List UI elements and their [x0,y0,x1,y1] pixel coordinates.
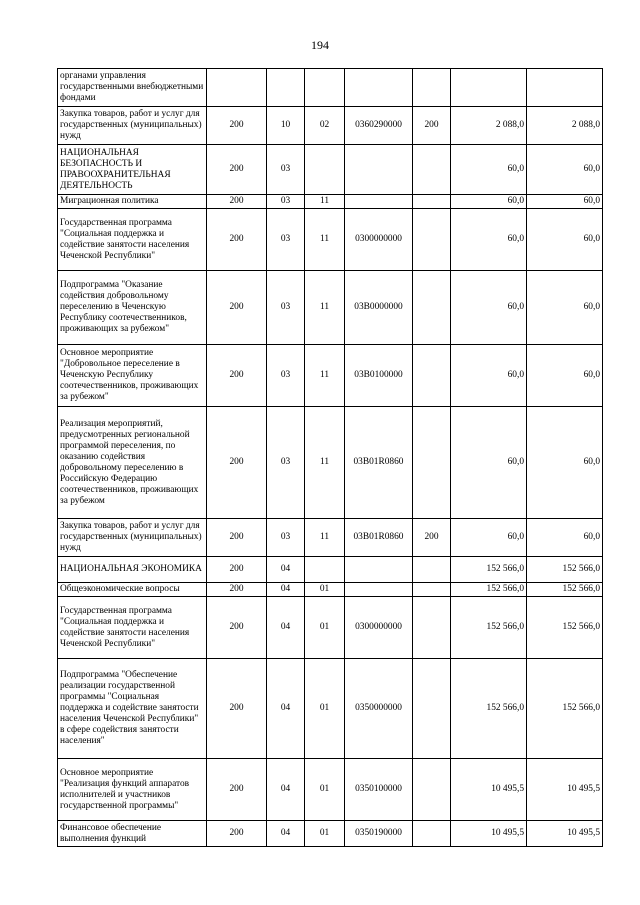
cell-subsection [305,145,345,195]
cell-sum-1 [451,69,527,107]
table-row [58,345,603,407]
row-name: Основное мероприятие "Добровольное переселение в Чеченскую Республику соотечественников, проживающих за рубежом" [58,345,207,407]
cell-ministry: 200 [207,145,267,195]
cell-sum-2: 60,0 [527,145,603,195]
table-row [58,759,603,821]
cell-target-article: 03В0000000 [345,271,413,345]
cell-section: 04 [267,659,305,759]
cell-ministry: 200 [207,821,267,847]
cell-subsection [305,557,345,583]
cell-sum-1: 152 566,0 [451,557,527,583]
cell-section: 04 [267,557,305,583]
cell-sum-1: 60,0 [451,345,527,407]
cell-expense-type [413,659,451,759]
cell-sum-2: 60,0 [527,209,603,271]
row-name: Миграционная политика [58,195,207,209]
row-name: Закупка товаров, работ и услуг для государственных (муниципальных) нужд [58,107,207,145]
cell-target-article [345,145,413,195]
row-name: НАЦИОНАЛЬНАЯ ЭКОНОМИКА [58,557,207,583]
cell-sum-1: 60,0 [451,195,527,209]
cell-ministry: 200 [207,345,267,407]
table-row [58,659,603,759]
row-name: Государственная программа "Социальная поддержка и содействие занятости населения Чеченской Республики" [58,209,207,271]
table-row [58,597,603,659]
cell-sum-2: 152 566,0 [527,583,603,597]
cell-ministry: 200 [207,209,267,271]
cell-ministry [207,69,267,107]
cell-target-article: 0350100000 [345,759,413,821]
cell-section: 03 [267,519,305,557]
cell-section: 03 [267,145,305,195]
cell-section: 04 [267,583,305,597]
cell-sum-2: 10 495,5 [527,821,603,847]
cell-sum-2: 60,0 [527,271,603,345]
cell-sum-1: 60,0 [451,271,527,345]
cell-target-article [345,583,413,597]
cell-subsection: 11 [305,209,345,271]
cell-subsection: 01 [305,659,345,759]
cell-sum-1: 152 566,0 [451,659,527,759]
cell-subsection: 01 [305,759,345,821]
cell-expense-type [413,557,451,583]
cell-target-article [345,557,413,583]
row-name: Государственная программа "Социальная поддержка и содействие занятости населения Чеченской Республики" [58,597,207,659]
cell-subsection: 11 [305,271,345,345]
cell-target-article: 03В0100000 [345,345,413,407]
cell-sum-1: 152 566,0 [451,583,527,597]
cell-ministry: 200 [207,557,267,583]
cell-sum-1: 60,0 [451,407,527,519]
cell-expense-type [413,271,451,345]
cell-expense-type [413,145,451,195]
cell-ministry: 200 [207,407,267,519]
cell-sum-2: 60,0 [527,345,603,407]
cell-target-article: 0350000000 [345,659,413,759]
row-name: Реализация мероприятий, предусмотренных региональной программой переселения, по оказанию содействия добровольному переселению в Российскую Федерацию соотечественников, проживающих за рубежом [58,407,207,519]
cell-section: 04 [267,821,305,847]
cell-subsection: 01 [305,583,345,597]
cell-target-article [345,195,413,209]
cell-ministry: 200 [207,597,267,659]
cell-sum-2: 60,0 [527,195,603,209]
cell-ministry: 200 [207,195,267,209]
cell-section: 03 [267,209,305,271]
cell-sum-2: 152 566,0 [527,557,603,583]
cell-ministry: 200 [207,759,267,821]
cell-subsection: 02 [305,107,345,145]
cell-subsection: 01 [305,597,345,659]
cell-sum-1: 10 495,5 [451,759,527,821]
cell-expense-type [413,597,451,659]
cell-section: 10 [267,107,305,145]
table-row [58,69,603,107]
cell-sum-1: 60,0 [451,145,527,195]
cell-sum-2 [527,69,603,107]
cell-ministry: 200 [207,107,267,145]
cell-section: 03 [267,195,305,209]
cell-section: 03 [267,271,305,345]
cell-sum-1: 60,0 [451,519,527,557]
cell-sum-1: 60,0 [451,209,527,271]
cell-target-article [345,69,413,107]
cell-subsection: 11 [305,195,345,209]
cell-expense-type: 200 [413,107,451,145]
cell-target-article: 0360290000 [345,107,413,145]
cell-expense-type [413,195,451,209]
cell-expense-type [413,345,451,407]
row-name: Основное мероприятие "Реализация функций аппаратов исполнителей и участников государственной программы" [58,759,207,821]
cell-target-article: 0350190000 [345,821,413,847]
row-name: Общеэкономические вопросы [58,583,207,597]
cell-sum-2: 10 495,5 [527,759,603,821]
row-name: Закупка товаров, работ и услуг для государственных (муниципальных) нужд [58,519,207,557]
cell-sum-1: 10 495,5 [451,821,527,847]
cell-ministry: 200 [207,519,267,557]
cell-section: 03 [267,345,305,407]
cell-sum-2: 60,0 [527,519,603,557]
cell-ministry: 200 [207,271,267,345]
cell-subsection: 11 [305,345,345,407]
row-name: НАЦИОНАЛЬНАЯ БЕЗОПАСНОСТЬ И ПРАВООХРАНИТЕЛЬНАЯ ДЕЯТЕЛЬНОСТЬ [58,145,207,195]
cell-target-article: 03В01R0860 [345,407,413,519]
cell-sum-2: 2 088,0 [527,107,603,145]
cell-expense-type [413,69,451,107]
table-row [58,271,603,345]
cell-ministry: 200 [207,583,267,597]
cell-expense-type [413,209,451,271]
cell-subsection: 11 [305,519,345,557]
row-name: Подпрограмма "Обеспечение реализации государственной программы "Социальная поддержка и содействие занятости населения Чеченской Республики" в сфере содействия занятости населения" [58,659,207,759]
row-name: Подпрограмма "Оказание содействия добровольному переселению в Чеченскую Республику соотечественников, проживающих за рубежом" [58,271,207,345]
cell-subsection: 01 [305,821,345,847]
table-row [58,407,603,519]
cell-expense-type [413,759,451,821]
cell-expense-type [413,583,451,597]
cell-sum-1: 2 088,0 [451,107,527,145]
cell-target-article: 0300000000 [345,209,413,271]
table-row [58,195,603,209]
cell-expense-type [413,821,451,847]
cell-ministry: 200 [207,659,267,759]
cell-target-article: 0300000000 [345,597,413,659]
cell-section: 03 [267,407,305,519]
table-row [58,209,603,271]
table-row [58,107,603,145]
cell-sum-1: 152 566,0 [451,597,527,659]
cell-section: 04 [267,759,305,821]
cell-subsection [305,69,345,107]
cell-target-article: 03В01R0860 [345,519,413,557]
page-number: 194 [311,38,329,52]
table-row [58,145,603,195]
row-name: Финансовое обеспечение выполнения функций [58,821,207,847]
table-row [58,557,603,583]
cell-expense-type: 200 [413,519,451,557]
cell-section: 04 [267,597,305,659]
budget-table [57,68,603,847]
cell-section [267,69,305,107]
cell-sum-2: 152 566,0 [527,659,603,759]
table-row [58,821,603,847]
cell-expense-type [413,407,451,519]
table-row [58,583,603,597]
table-row [58,519,603,557]
cell-sum-2: 152 566,0 [527,597,603,659]
row-name: органами управления государственными внебюджетными фондами [58,69,207,107]
cell-sum-2: 60,0 [527,407,603,519]
cell-subsection: 11 [305,407,345,519]
